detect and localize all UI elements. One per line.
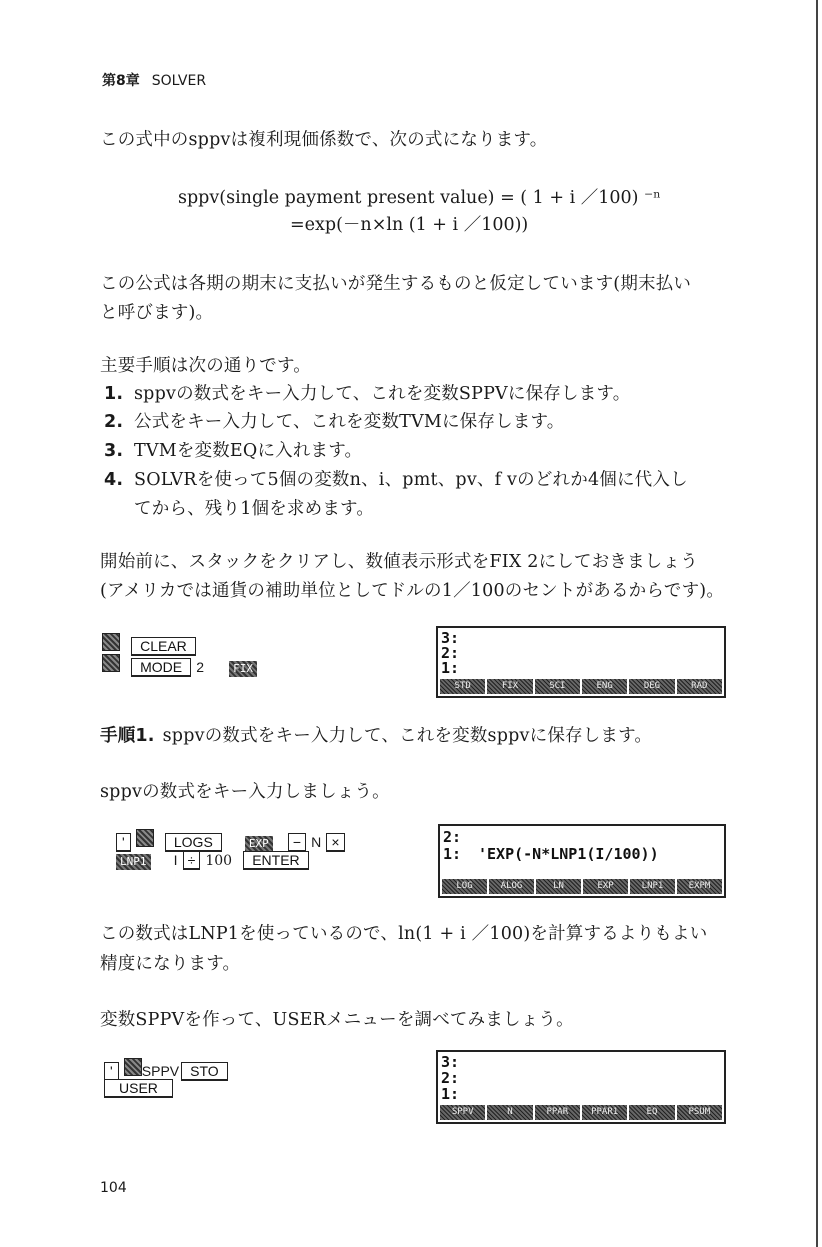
quote-key[interactable]: '	[104, 1062, 119, 1081]
key-sequence-1-row-1	[102, 633, 196, 656]
step-text: TVMを変数EQに入れます。	[134, 441, 363, 461]
intro-paragraph: この式中のsppvは複利現価係数で、次の式になります。	[100, 130, 548, 150]
chapter-label: 第8章	[102, 73, 140, 89]
left-shift-key-icon[interactable]	[136, 829, 154, 847]
sppv-typed-name: SPPV	[141, 1063, 180, 1079]
times-key[interactable]: ×	[326, 833, 344, 852]
menu-deg[interactable]: DEG	[629, 679, 674, 694]
exp-soft-key[interactable]: EXP	[245, 836, 273, 852]
menu-fix[interactable]: FIX	[487, 679, 532, 694]
menu-ppar1[interactable]: PPAR1	[582, 1105, 627, 1120]
key-sequence-1-row-2	[102, 654, 257, 677]
page-edge-line	[816, 0, 818, 1247]
step-number: 4.	[104, 470, 124, 490]
menu-n[interactable]: N	[487, 1105, 532, 1120]
step-number: 1.	[104, 384, 124, 404]
stack-level-3: 3:	[441, 1053, 460, 1071]
mode-key[interactable]: MODE	[131, 658, 191, 677]
left-shift-key-icon[interactable]	[102, 654, 120, 672]
steps-intro: 主要手順は次の通りです。	[100, 356, 311, 376]
user-key[interactable]: USER	[104, 1079, 173, 1098]
prep-line-2: (アメリカでは通貨の補助単位としてドルの1／100のセントがあるからです)。	[100, 581, 725, 601]
step-number: 2.	[104, 412, 124, 432]
right-shift-key-icon[interactable]	[102, 633, 120, 651]
formula-line-2: =exp(－n×ln (1 + i ／100))	[290, 215, 529, 235]
lnp1-note-line-2: 精度になります。	[100, 954, 241, 974]
menu-eq[interactable]: EQ	[629, 1105, 674, 1120]
chapter-title: SOLVER	[151, 73, 207, 89]
divide-key[interactable]: ÷	[183, 851, 201, 870]
step-item-4	[104, 466, 688, 491]
menu-rad[interactable]: RAD	[677, 679, 722, 694]
step-item-1	[104, 380, 630, 405]
menu-ln[interactable]: LN	[536, 879, 581, 894]
stack-level-2: 2:	[441, 644, 460, 662]
formula-line-1: sppv(single payment present value) = ( 1 + i ／100) ⁻ⁿ	[178, 188, 661, 208]
key-sequence-2-row-2	[116, 850, 309, 870]
clear-key[interactable]: CLEAR	[131, 637, 196, 656]
sto-key[interactable]: STO	[181, 1062, 228, 1081]
assumption-line-1: この公式は各期の期末に支払いが発生するものと仮定しています(期末払い	[100, 274, 692, 294]
user-menu-instruction: 変数SPPVを作って、USERメニューを調べてみましょう。	[100, 1010, 574, 1030]
menu-expm[interactable]: EXPM	[677, 879, 722, 894]
softkey-menu	[440, 679, 722, 694]
menu-psum[interactable]: PSUM	[677, 1105, 722, 1120]
stack-level-2: 2:	[441, 1069, 460, 1087]
step-text: SOLVRを使って5個の変数n、i、pmt、pv、f vのどれか4個に代入し	[134, 470, 688, 490]
stack-level-1: 1:	[441, 659, 460, 677]
step-text: 公式をキー入力して、これを変数TVMに保存します。	[134, 412, 565, 432]
stack-level-3: 3:	[441, 629, 460, 647]
n-key[interactable]: N	[311, 834, 322, 850]
step-item-4-continued: てから、残り1個を求めます。	[134, 499, 375, 519]
stack-level-1: 1:	[441, 1085, 460, 1103]
menu-log[interactable]: LOG	[442, 879, 487, 894]
step-1-label: 手順1.	[100, 726, 155, 746]
hundred-value: 100	[205, 853, 233, 869]
step-1-text: sppvの数式をキー入力して、これを変数sppvに保存します。	[162, 726, 653, 746]
logs-key[interactable]: LOGS	[165, 833, 222, 852]
prep-line-1: 開始前に、スタックをクリアし、数値表示形式をFIX 2にしておきましょう	[100, 552, 698, 572]
quote-key[interactable]: '	[116, 833, 131, 852]
step-text: sppvの数式をキー入力して、これを変数SPPVに保存します。	[134, 384, 631, 404]
fix-soft-key[interactable]: FIX	[229, 661, 257, 677]
menu-alog[interactable]: ALOG	[489, 879, 534, 894]
menu-eng[interactable]: ENG	[582, 679, 627, 694]
lnp1-note-line-1: この数式はLNP1を使っているので、ln(1 + i ／100)を計算するよりもよい	[100, 924, 708, 944]
calculator-screen-3	[436, 1050, 726, 1124]
step-1-heading	[100, 722, 652, 747]
digit-key[interactable]: 2	[196, 659, 204, 675]
menu-std[interactable]: STD	[440, 679, 485, 694]
menu-sci[interactable]: SCI	[535, 679, 580, 694]
softkey-menu	[442, 879, 722, 894]
left-shift-key-icon[interactable]	[124, 1058, 142, 1076]
menu-ppar[interactable]: PPAR	[535, 1105, 580, 1120]
calculator-screen-2	[438, 824, 726, 898]
step-number: 3.	[104, 441, 124, 461]
key-sequence-3-row-2	[104, 1078, 173, 1098]
menu-sppv[interactable]: SPPV	[440, 1105, 485, 1120]
menu-exp[interactable]: EXP	[583, 879, 628, 894]
minus-key[interactable]: −	[288, 833, 306, 852]
step-item-3	[104, 437, 362, 462]
key-sequence-2-row-1	[116, 829, 345, 852]
stack-level-1: 1:	[443, 845, 462, 863]
menu-lnp1[interactable]: LNP1	[630, 879, 675, 894]
lnp1-soft-key[interactable]: LNP1	[116, 854, 151, 870]
step-item-2	[104, 408, 564, 433]
step-1-instruction: sppvの数式をキー入力しましょう。	[100, 782, 390, 802]
stack-expression: 'EXP(-N*LNP1(I/100))	[478, 845, 659, 863]
softkey-menu	[440, 1105, 722, 1120]
page-number: 104	[100, 1180, 127, 1196]
stack-level-2: 2:	[443, 828, 462, 846]
running-header	[102, 70, 206, 90]
i-key[interactable]: I	[173, 852, 178, 868]
enter-key[interactable]: ENTER	[243, 851, 308, 870]
assumption-line-2: と呼びます)。	[100, 303, 214, 323]
calculator-screen-1	[436, 626, 726, 698]
